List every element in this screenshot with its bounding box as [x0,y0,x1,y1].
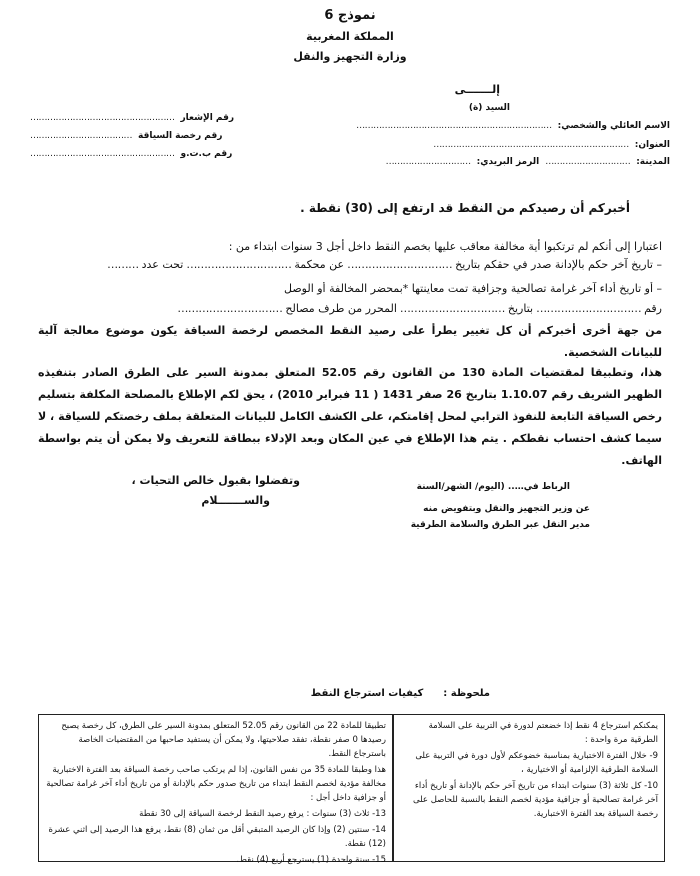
intro-text: أخبركم أن رصيدكم من النقط قد ارتفع إلى (30) نقطة . [300,201,630,215]
note-left-line: هذا وطبقا للمادة 35 من نفس القانون، إذا لم يرتكب صاحب رخصة السياقة بعد الفترة الاختبارية مخالفة مؤدية لخصم النقط ابتداء من تاريخ صدور حكم بالإدانة أو من تاريخ أداء آخر غرامة تصالحية أو جزافية داخل أجل : [46,765,386,803]
item1-date-dots: ………………………… [347,258,453,271]
item1-number-dots: ……… [107,258,139,271]
kingdom-title: المملكة المغربية [306,30,394,43]
item2-text: – أو تاريخ أداء آخر غرامة تصالحية وجزافية تمت معاينتها *بمحضر المخالفة أو الوصل [283,282,662,295]
data-notice-text: من جهة أخرى أخبركم أن كل تغيير يطرأ على رصيد النقط المخصص لرخصة السياقة يكون موضوع معالجة آلية للبيانات الشخصية. [38,324,662,359]
city-label: المدينة: [636,157,670,167]
name-label: الاسم العائلي والشخصي: [557,121,670,131]
form-number: نموذج 6 [324,8,376,23]
legal-text: هذا، وتطبيقا لمقتضيات المادة 130 من القانون رقم 52.05 المتعلق بمدونة السير على الطرق الصادر بتنفيذه الظهير الشريف رقم 1.10.07 بتاريخ 26 صفر 1431 ( 11 فبراير 2010) ، يحق لكم الإطلاع بالمصلحة المكلفة بتسليم رخص السياقة التابعة للنفوذ الترابي لمحل إقامتكم، على الكشف الكامل للبيانات المتعلقة بملف رخصتكم للسياقة ، لا سيما كشف احتساب نقطكم . يتم هذا الإطلاع في عين المكان وبعد الإدلاء ببطاقة للتعريف ولا يمكن أن يتم بواسطة الهاتف. [38,366,662,467]
note-label: ملحوظة : [443,688,490,699]
note-left-box [38,714,393,865]
id-number-dots: …………………………………………… [30,149,175,159]
item1-court-dots: ………………………… [186,258,292,271]
note-right-line: يمكنكم استرجاع 4 نقط إذا خضعتم لدورة في التربية على السلامة الطرقية مرة واحدة : [428,721,658,745]
id-number-row [30,149,232,159]
notice-number-row [30,113,234,123]
notice-number-label: رقم الإشعار [180,113,235,123]
address-dots: …………………………………………………………… [433,140,629,150]
address-label: العنوان: [634,140,670,150]
license-number-label: رقم رخصة السياقة [138,131,223,141]
greeting-text: وتفضلوا بقبول خالص التحيات ، [131,474,300,487]
note-title: كيفيات استرجاع النقط [310,688,424,699]
item2-date-label: بتاريخ [507,302,534,315]
item1-number-label: تحت عدد [141,258,184,271]
item2-date-dots: ………………………… [399,302,505,315]
note-left-line: 13- ثلاث (3) سنوات : يرفع رصيد النقط لرخصة السياقة إلى 30 نقطة [139,809,386,819]
recipient-city-row [386,157,670,167]
note-left-line: تطبيقا للمادة 22 من القانون رقم 52.05 المتعلق بمدونة السير على الطرق، كل رخصة يصبح رصيدها 0 صفر نقطة، تفقد صلاحيتها، ولا يمكن أن يستفيد صاحبها من المقتضيات الخاصة باسترجاع النقط. [61,721,386,759]
signer-line-2: مدير النقل عبر الطرق والسلامة الطرقية [410,520,590,530]
name-dots: …………………………………………………………… [356,121,552,131]
item2-number-dots: ………………………… [536,302,642,315]
ministry-title: وزارة التجهيز والنقل [293,50,407,63]
note-left-line: 14- سنتين (2) وإذا كان الرصيد المتبقي أقل من ثمان (8) نقط، يرفع هذا الرصيد إلى اثني عشرة (12) نقطة. [48,825,386,849]
id-number-label: رقم ب.ت.و [180,149,233,159]
item2-issuer-label: المحرر من طرف مصالح [285,302,397,315]
to-label: إلـــــــى [454,83,500,96]
note-right-box [393,714,665,862]
license-number-row [30,131,222,141]
item1-court-label: عن محكمة [294,258,345,271]
item1-row [107,258,662,271]
city-dots: ………………………… [545,157,631,167]
item2-details-row [177,302,662,315]
item2-number-label: رقم [644,302,662,315]
signer-line-1: عن وزير التجهيز والنقل وبتفويض منه [423,504,590,514]
item2-issuer-dots: ………………………… [177,302,283,315]
mister-label: السيد (ة) [468,103,510,113]
condition-text: اعتبارا إلى أنكم لم ترتكبوا أية مخالفة معاقب عليها بخصم النقط داخل أجل 3 سنوات ابتداء من : [228,240,662,253]
note-right-line: 9- خلال الفترة الاختبارية بمناسبة خضوعكم لأول دورة في التربية على السلامة الطرقية الإلزامية أو الاختيارية ، [415,751,658,775]
license-number-dots: ……………………………… [30,131,132,141]
note-heading [311,688,490,699]
note-left-line: 15- سنة واحدة (1) يسترجع أربع (4) نقط. [236,855,386,865]
place-date: الرباط في….. (اليوم/ الشهر/السنة [416,482,570,492]
notice-number-dots: …………………………………………… [30,113,175,123]
note-right-line: 10- كل ثلاثة (3) سنوات ابتداء من تاريخ آخر حكم بالإدانة أو تاريخ أداء آخر غرامة تصالحية أو جزافية مؤدية لخصم النقط بالنسبة للحاصل على رخصة السياقة بعد الفترة الاختبارية. [413,781,658,819]
recipient-address-row [433,140,670,150]
item1-date-label: – تاريخ آخر حكم بالإدانة صدر في حقكم بتاريخ [455,258,662,271]
postal-dots: ………………………… [385,157,471,167]
postal-label: الرمز البريدي: [476,157,540,167]
recipient-name-row [356,121,670,131]
salam-text: والســـــــلام [201,494,270,507]
